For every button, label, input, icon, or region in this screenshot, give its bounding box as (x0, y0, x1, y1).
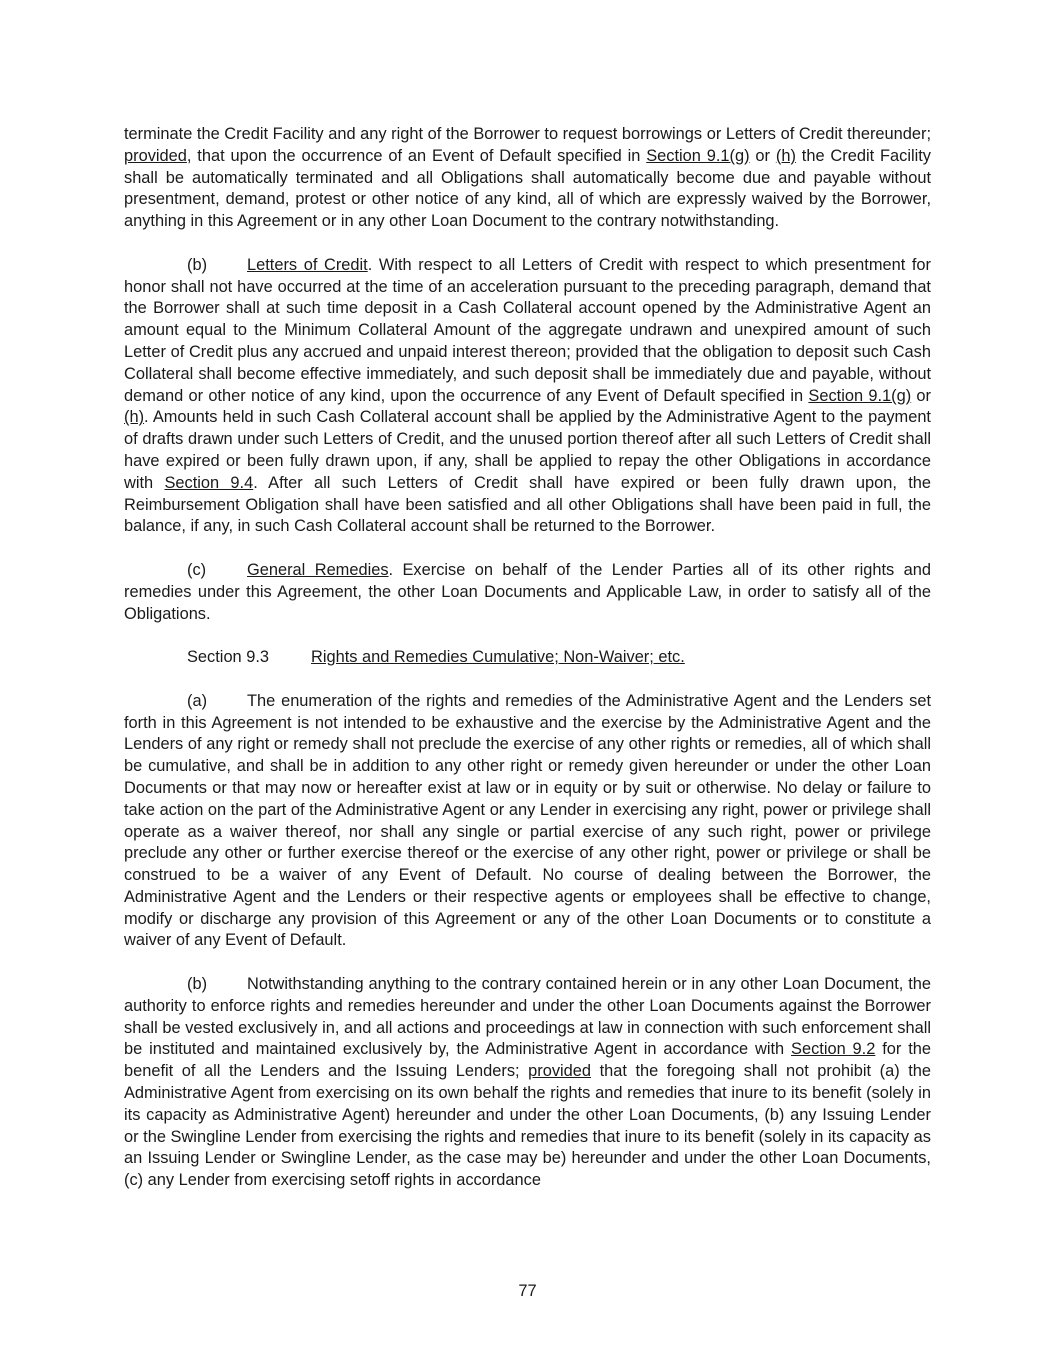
text: or (749, 146, 776, 165)
paragraph-label: (b) (187, 975, 208, 994)
paragraph-label: (b) (187, 255, 208, 274)
provided-term: provided (124, 146, 187, 165)
section-reference: (h) (775, 146, 796, 165)
section-number: Section 9.3 (187, 648, 270, 667)
paragraph-b-letters-of-credit (124, 255, 931, 538)
paragraph-93-b (124, 974, 931, 1192)
paragraph-label: (c) (187, 560, 207, 579)
text: the Credit Facility shall be automatically terminated and all Obligations shall automatically become due and payable without presentment, demand, protest or other notice of any kind, all of which are expressly waived by the Borrower, anything in this Agreement or in any other Loan Document to the contrary notwithstanding. (124, 146, 931, 231)
text: , that upon the occurrence of an Event of Default specified in (186, 146, 647, 165)
text: The enumeration of the rights and remedies of the Administrative Agent and the Lenders set forth in this Agreement is not intended to be exhaustive and the exercise by the Administrative Agent and the Lenders of any right or remedy shall not preclude the exercise of any other rights or remedies, all of which shall be cumulative, and shall be in addition to any other right or remedy given hereunder or under the other Loan Documents or that may now or hereafter exist at law or in equity or by suit or otherwise. No delay or failure to take action on the part of the Administrative Agent or any Lender in exercising any right, power or privilege shall operate as a waiver thereof, nor shall any single or partial exercise of any such right, power or privilege preclude any other or further exercise thereof or the exercise of any other right, power or privilege or shall be construed to be a waiver of any Event of Default. No course of dealing between the Borrower, the Administrative Agent and the Lenders or their respective agents or employees shall be effective to change, modify or discharge any provision of this Agreement or any of the other Loan Documents or to constitute a waiver of any Event of Default. (124, 691, 931, 950)
text: . Exercise on behalf of the Lender Parties all of its other rights and remedies under this Agreement, the other Loan Documents and Applicable Law, in order to satisfy all of the Obligations. (124, 560, 932, 623)
provided-term: provided (528, 1062, 592, 1081)
paragraph-label: (a) (187, 691, 208, 710)
text: . After all such Letters of Credit shall have expired or been fully drawn upon, the Reimbursement Obligation shall have been satisfied and all other Obligations shall have been paid in full, the balance, if any, in such Cash Collateral account shall be returned to the Borrower. (124, 473, 932, 536)
section-reference: Section 9.4 (164, 473, 254, 492)
text: . With respect to all Letters of Credit with respect to which presentment for honor shall not have occurred at the time of an acceleration pursuant to the preceding paragraph, demand that the Borrower shall at such time deposit in a Cash Collateral account opened by the Administrative Agent an amount equal to the Minimum Collateral Amount of the aggregate undrawn and unexpired amount of such Letter of Credit plus any accrued and unpaid interest thereon; provided that the obligation to deposit such Cash Collateral shall become effective immediately, and such deposit shall be immediately due and payable, without demand or other notice of any kind, upon the occurrence of any Event of Default specified in (124, 255, 931, 405)
section-title: Rights and Remedies Cumulative; Non-Waiver; etc. (311, 648, 685, 667)
paragraph-heading: General Remedies (247, 560, 389, 579)
section-reference: Section 9.2 (791, 1040, 876, 1059)
document-page (124, 124, 931, 1214)
text: Notwithstanding anything to the contrary contained herein or in any other Loan Document, the authority to enforce rights and remedies hereunder and under the other Loan Documents against the Borrower shall be vested exclusively in, and all actions and proceedings at law in connection with such enforcement shall be instituted and maintained exclusively by, the Administrative Agent in accordance with (124, 975, 931, 1059)
section-reference: (h) (124, 408, 145, 427)
text: . Amounts held in such Cash Collateral account shall be applied by the Administrative Agent to the payment of drafts drawn under such Letters of Credit, and the unused portion thereof after all such Letters of Credit shall have expired or been fully drawn upon, if any, shall be applied to repay the other Obligations in accordance with (124, 408, 931, 492)
paragraph-intro (124, 124, 931, 233)
page-number: 77 (518, 1282, 537, 1300)
text: for the benefit of all the Lenders and the Issuing Lenders; (124, 1040, 931, 1081)
section-reference: Section 9.1(g) (646, 146, 750, 165)
section-reference: Section 9.1(g) (808, 386, 912, 405)
paragraph-heading: Letters of Credit (247, 255, 368, 274)
paragraph-c-general-remedies (124, 560, 931, 625)
paragraph-93-a (124, 691, 931, 953)
text: that the foregoing shall not prohibit (a) the Administrative Agent from exercising on its own behalf the rights and remedies that inure to its benefit (solely in its capacity as Administrative Agent) hereunder and under the other Loan Documents, (b) any Issuing Lender or the Swingline Lender from exercising the rights and remedies that inure to its benefit (solely in its capacity as an Issuing Lender or Swingline Lender, as the case may be) hereunder and under the other Loan Documents, (c) any Lender from exercising setoff rights in accordance (124, 1062, 931, 1190)
section-heading (124, 647, 931, 669)
text: or (911, 386, 931, 405)
text: terminate the Credit Facility and any right of the Borrower to request borrowings or Letters of Credit thereunder; (124, 125, 931, 143)
